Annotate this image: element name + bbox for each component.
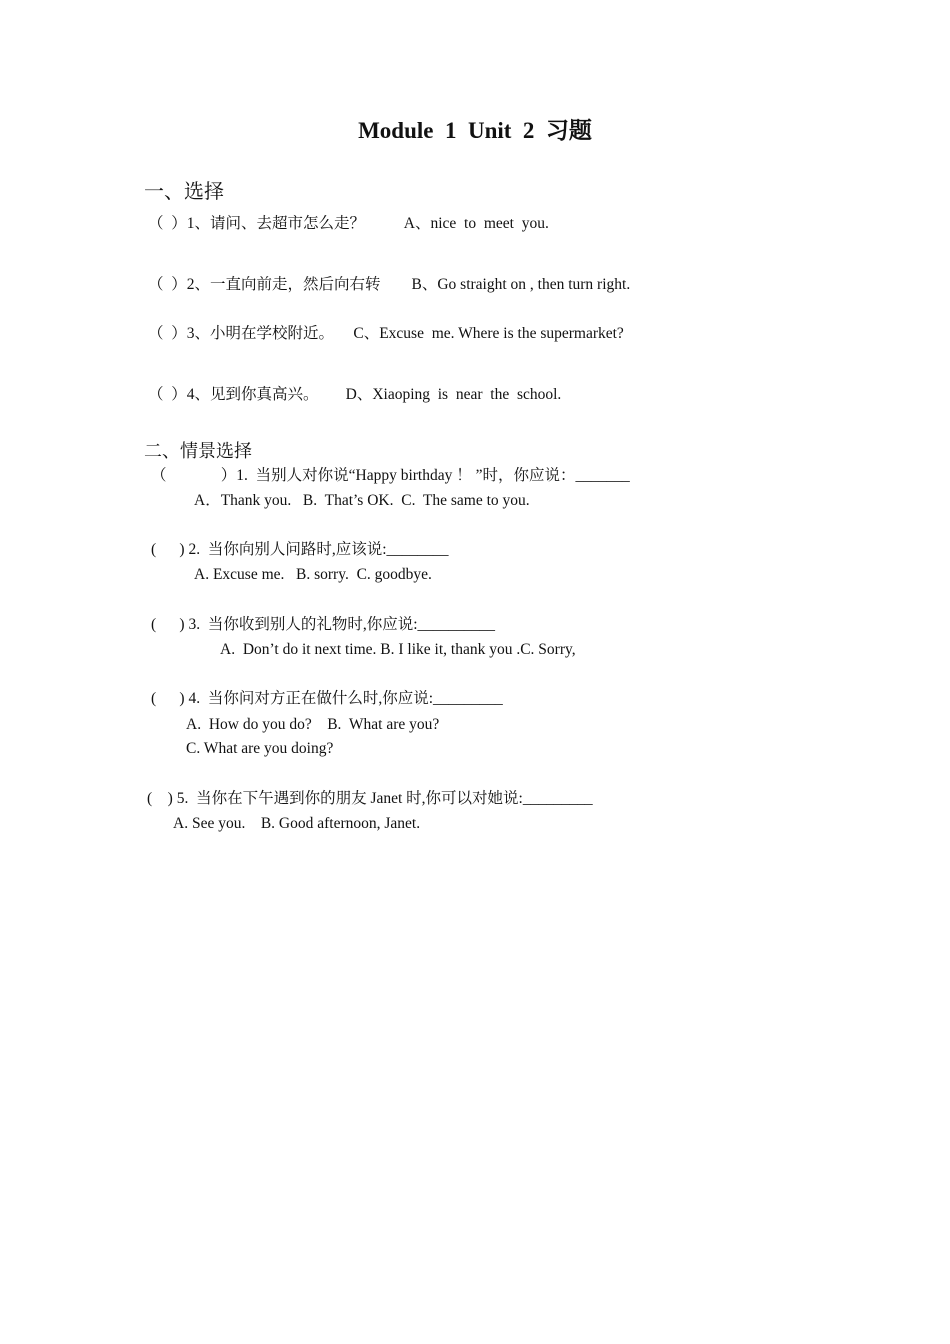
question-5: ( ) 5. 当你在下午遇到你的朋友 Janet 时,你可以对她说:_________ [147, 790, 593, 807]
section-2-heading: 二、情景选择 [144, 441, 252, 461]
question-4-options-line-1: A. How do you do? B. What are you? [186, 716, 440, 733]
question-2-options: A. Excuse me. B. sorry. C. goodbye. [194, 566, 432, 583]
question-5-options: A. See you. B. Good afternoon, Janet. [173, 815, 421, 832]
matching-item-1: （ ）1、请问、去超市怎么走？ A、nice to meet you. [148, 215, 549, 232]
matching-item-2: （ ）2、一直向前走，然后向右转 B、Go straight on , then turn right. [148, 276, 631, 293]
question-2: ( ) 2. 当你向别人问路时,应该说:________ [151, 541, 449, 558]
question-1-options: A．Thank you. B. That’s OK. C. The same to you. [194, 492, 530, 509]
matching-item-4: （ ）4、见到你真高兴。 D、Xiaoping is near the school. [148, 386, 562, 403]
page-title: Module 1 Unit 2 习题 [358, 118, 592, 143]
question-3: ( ) 3. 当你收到别人的礼物时,你应说:__________ [151, 616, 496, 633]
matching-item-3: （ ）3、小明在学校附近。 C、Excuse me. Where is the supermarket? [148, 325, 624, 342]
question-4-options-line-2: C. What are you doing? [186, 740, 334, 757]
question-3-options: A. Don’t do it next time. B. I like it, thank you .C. Sorry, [220, 641, 576, 658]
question-4: ( ) 4. 当你问对方正在做什么时,你应说:_________ [151, 690, 503, 707]
section-1-heading: 一、选择 [144, 181, 224, 203]
question-1: （ ）1. 当别人对你说“Happy birthday ！ ”时，你应说：_______ [151, 467, 630, 484]
